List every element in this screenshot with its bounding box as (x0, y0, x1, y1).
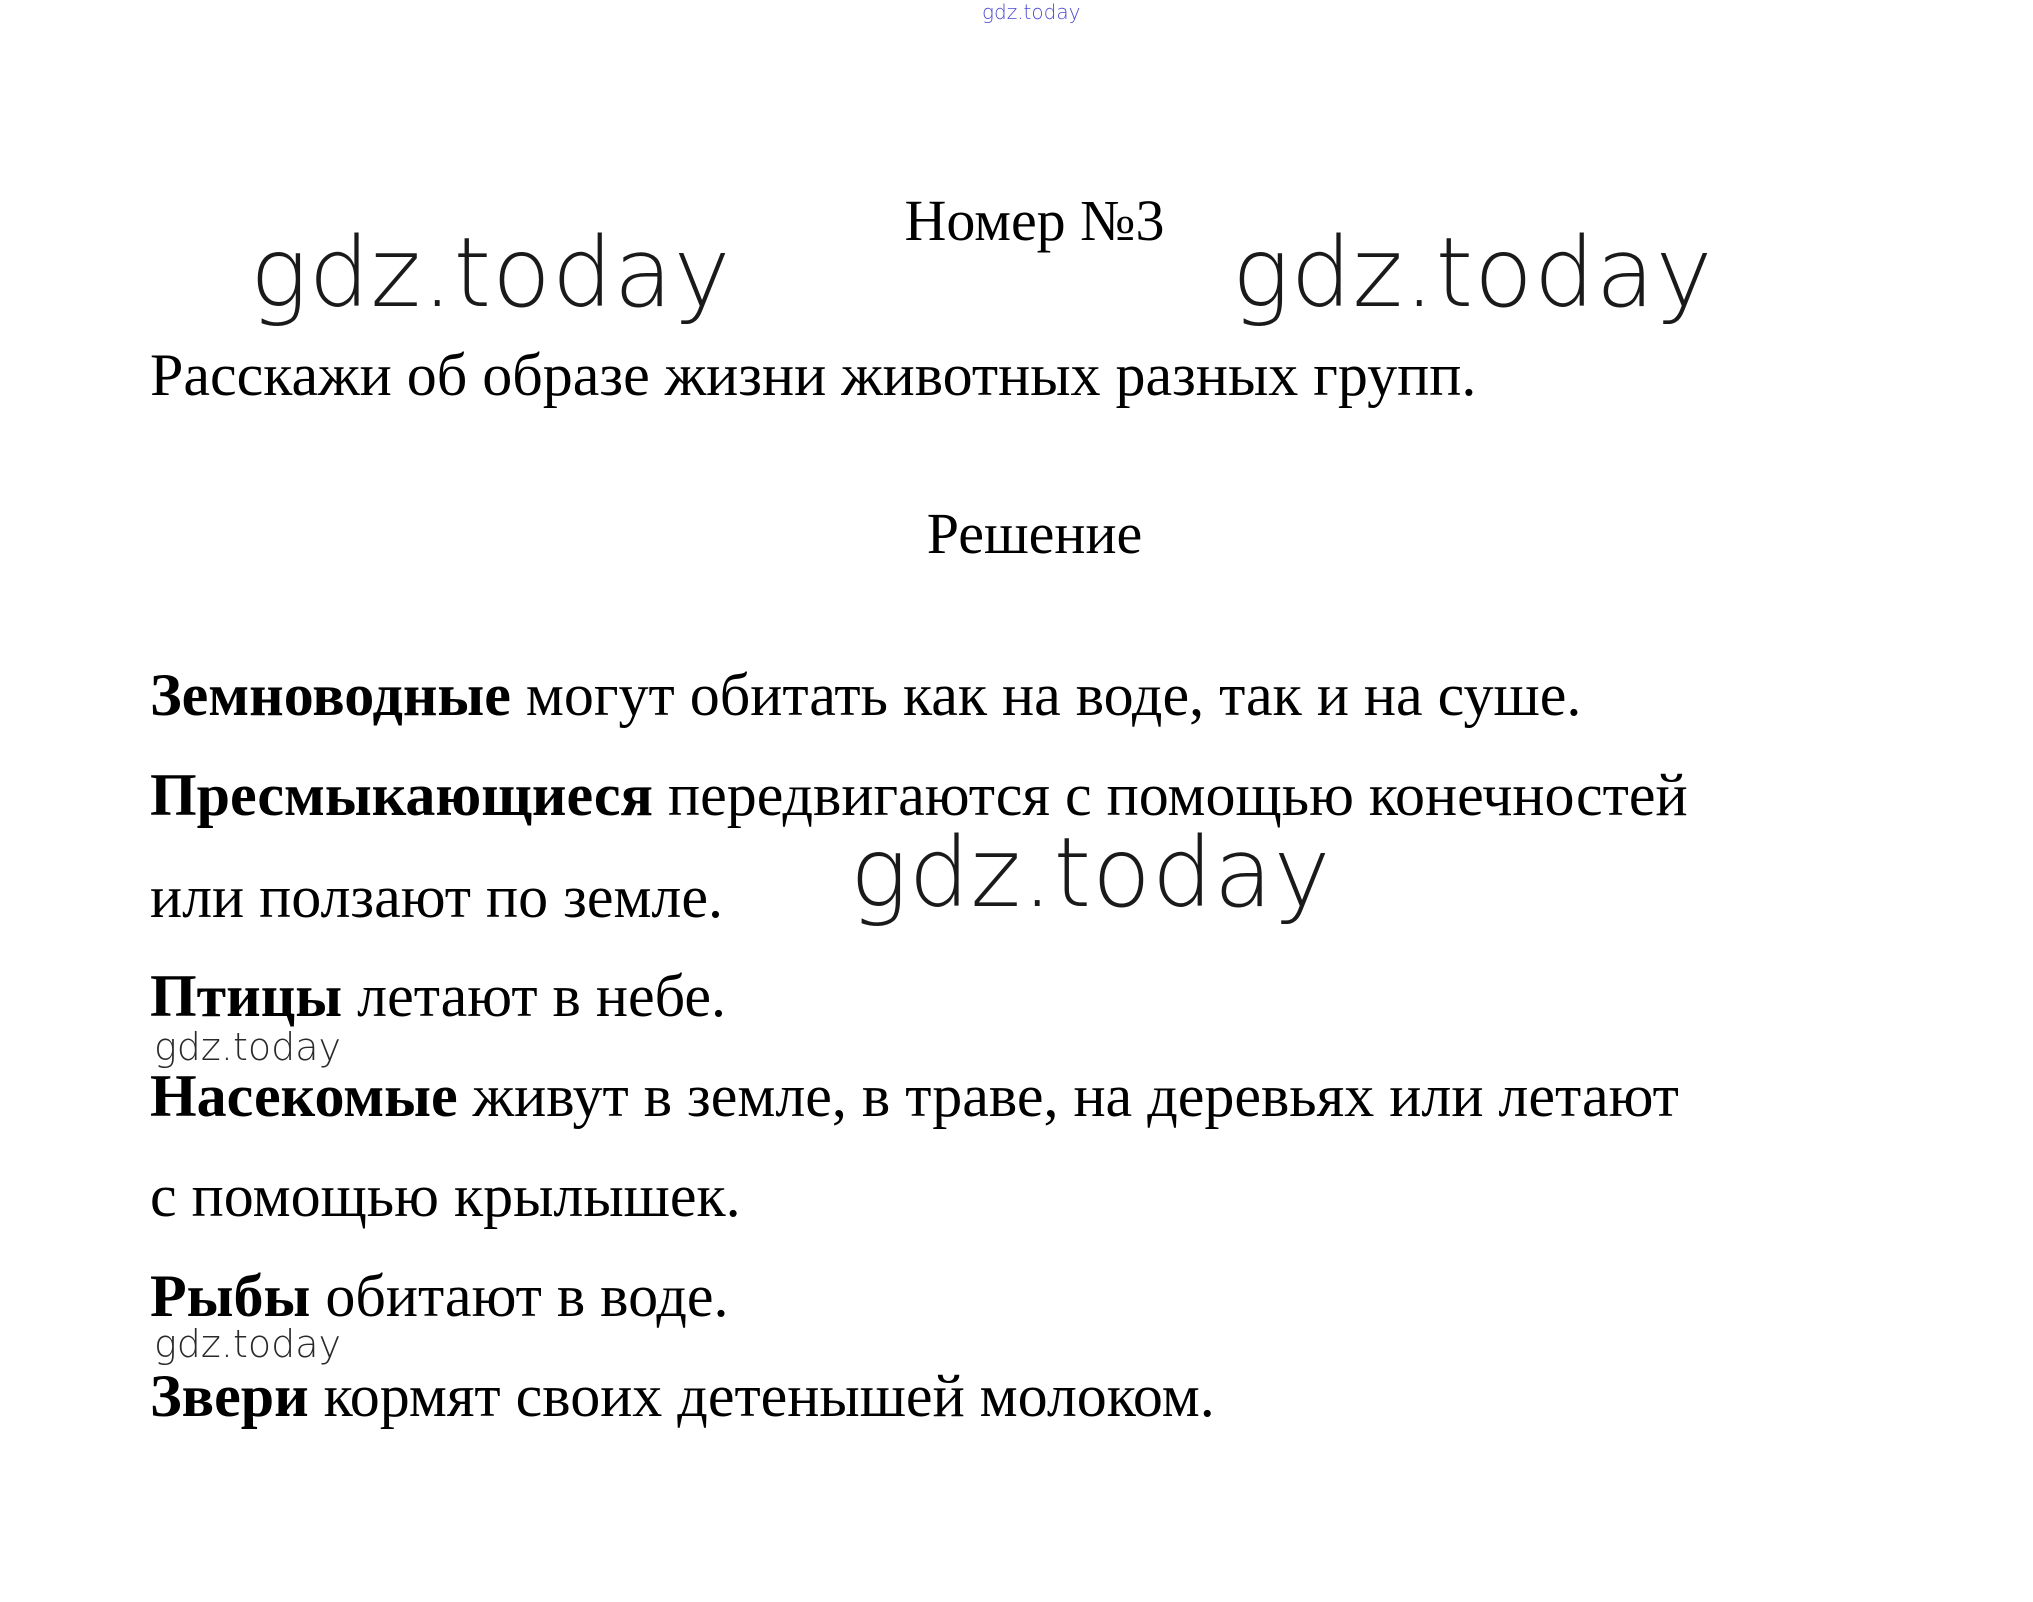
term-birds: Птицы (150, 963, 343, 1029)
term-insects: Насекомые (150, 1063, 458, 1129)
page-title: Номер №3 (904, 188, 1165, 253)
watermark-large-middle: gdz.today (850, 817, 1332, 929)
watermark-large-right: gdz.today (1232, 217, 1714, 329)
desc-fish: обитают в воде. (310, 1263, 729, 1329)
term-fish: Рыбы (150, 1263, 311, 1329)
watermark-small-birds: gdz.today (154, 1025, 341, 1069)
term-reptiles: Пресмыкающиеся (150, 762, 653, 828)
desc-amphibians: могут обитать как на воде, так и на суше. (510, 662, 1582, 728)
desc-reptiles: передвигаются с помощью конечностей (652, 762, 1688, 828)
solution-heading: Решение (926, 501, 1143, 566)
term-mammals: Звери (150, 1363, 309, 1429)
solution-line-amphibians (150, 662, 1582, 728)
solution-line-insects-cont (150, 1163, 741, 1229)
desc-reptiles-cont: или ползают по земле. (150, 864, 723, 930)
solution-line-fish (150, 1263, 729, 1329)
desc-mammals: кормят своих детенышей молоком. (308, 1363, 1215, 1429)
solution-line-insects (150, 1063, 1679, 1129)
watermark-small-fish: gdz.today (154, 1322, 341, 1366)
watermark-large-left: gdz.today (250, 217, 732, 329)
desc-insects: живут в земле, в траве, на деревьях или летают (457, 1063, 1679, 1129)
solution-line-birds (150, 963, 726, 1029)
solution-line-mammals (150, 1363, 1215, 1429)
term-amphibians: Земноводные (150, 662, 511, 728)
solution-line-reptiles-cont (150, 864, 723, 930)
desc-birds: летают в небе. (342, 963, 726, 1029)
solution-line-reptiles (150, 762, 1688, 828)
desc-insects-cont: с помощью крылышек. (150, 1163, 741, 1229)
task-text: Расскажи об образе жизни животных разных групп. (150, 342, 1477, 408)
watermark-top: gdz.today (982, 0, 1081, 24)
